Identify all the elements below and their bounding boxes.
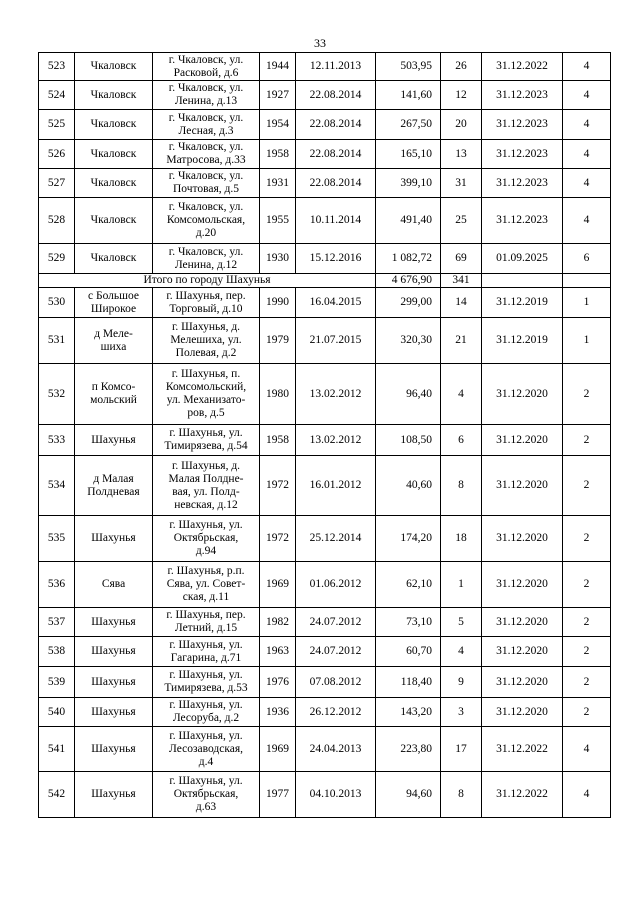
- build-year: 1972: [260, 516, 296, 562]
- address-line: Расковой, д.6: [173, 66, 239, 79]
- stage: 4: [563, 81, 611, 110]
- residents: 21: [441, 318, 482, 364]
- table-row: [39, 140, 611, 169]
- address-line: Полевая, д.2: [175, 347, 237, 359]
- table-row: [39, 727, 611, 772]
- table-body: [39, 53, 611, 818]
- recognition-date: 13.02.2012: [296, 364, 376, 425]
- residents: 6: [441, 425, 482, 456]
- table-row: [39, 244, 611, 274]
- address-line: невская, д.12: [174, 498, 238, 511]
- address: [153, 244, 260, 274]
- row-number: 533: [39, 425, 75, 456]
- table-row: [39, 198, 611, 244]
- build-year: 1972: [260, 456, 296, 516]
- locality: [75, 772, 153, 818]
- address-line: г. Чкаловск, ул.: [168, 170, 244, 182]
- residents: 9: [441, 667, 482, 698]
- total-residents: 341: [441, 274, 482, 288]
- address-line: Лесная, д.3: [178, 124, 234, 137]
- address-line: г. Чкаловск, ул.: [168, 245, 244, 258]
- address-line: г. Шахунья, д.: [171, 321, 241, 333]
- stage: 2: [563, 516, 611, 562]
- address-line: Малая Полдне-: [168, 472, 244, 485]
- stage: 2: [563, 364, 611, 425]
- recognition-date: 22.08.2014: [296, 110, 376, 140]
- address-line: Сява, ул. Совет-: [166, 578, 246, 590]
- table-row: [39, 667, 611, 698]
- recognition-date: 26.12.2012: [296, 698, 376, 727]
- locality: [75, 318, 153, 364]
- address-line: г. Шахунья, п.: [171, 368, 241, 380]
- stage: 1: [563, 288, 611, 318]
- table-row: [39, 608, 611, 637]
- locality-line: Чкаловск: [90, 147, 137, 160]
- build-year: 1969: [260, 727, 296, 772]
- table-row: [39, 637, 611, 667]
- locality: [75, 516, 153, 562]
- area: 491,40: [376, 198, 441, 244]
- recognition-date: 24.07.2012: [296, 608, 376, 637]
- recognition-date: 12.11.2013: [296, 53, 376, 81]
- stage: 4: [563, 198, 611, 244]
- stage: 2: [563, 456, 611, 516]
- locality-line: Шахунья: [91, 788, 136, 800]
- table-row: [39, 81, 611, 110]
- table-row: [39, 516, 611, 562]
- area: 223,80: [376, 727, 441, 772]
- stage: 4: [563, 169, 611, 198]
- locality-line: Чкаловск: [90, 88, 137, 101]
- recognition-date: 24.07.2012: [296, 637, 376, 667]
- address-line: г. Шахунья, ул.: [169, 699, 243, 711]
- area: 299,00: [376, 288, 441, 318]
- locality: [75, 562, 153, 608]
- address-line: г. Чкаловск, ул.: [168, 111, 244, 124]
- resettlement-deadline: 31.12.2019: [482, 288, 563, 318]
- build-year: 1990: [260, 288, 296, 318]
- locality: [75, 140, 153, 169]
- residents: 18: [441, 516, 482, 562]
- row-number: 542: [39, 772, 75, 818]
- build-year: 1976: [260, 667, 296, 698]
- residents: 13: [441, 140, 482, 169]
- locality-line: Чкаловск: [90, 252, 137, 264]
- build-year: 1963: [260, 637, 296, 667]
- row-number: 532: [39, 364, 75, 425]
- locality-line: Шахунья: [91, 705, 136, 718]
- build-year: 1977: [260, 772, 296, 818]
- recognition-date: 16.04.2015: [296, 288, 376, 318]
- address-line: ул. Механизато-: [166, 394, 246, 406]
- address: [153, 198, 260, 244]
- residents: 5: [441, 608, 482, 637]
- recognition-date: 24.04.2013: [296, 727, 376, 772]
- residents: 69: [441, 244, 482, 274]
- recognition-date: 25.12.2014: [296, 516, 376, 562]
- address-line: Лесозаводская,: [168, 742, 244, 755]
- address: [153, 140, 260, 169]
- housing-registry-table: [38, 52, 611, 818]
- address-line: Октябрьская,: [173, 788, 239, 800]
- area: 94,60: [376, 772, 441, 818]
- address: [153, 562, 260, 608]
- area: 267,50: [376, 110, 441, 140]
- address-line: Октябрьская,: [173, 532, 239, 544]
- locality-line: д Меле-: [94, 327, 133, 340]
- stage: 4: [563, 140, 611, 169]
- area: 174,20: [376, 516, 441, 562]
- stage: 1: [563, 318, 611, 364]
- locality-line: Шахунья: [91, 532, 136, 544]
- locality-line: п Комсо-: [91, 381, 136, 393]
- recognition-date: 07.08.2012: [296, 667, 376, 698]
- resettlement-deadline: 31.12.2022: [482, 53, 563, 81]
- area: 40,60: [376, 456, 441, 516]
- address-line: ская, д.11: [182, 591, 230, 603]
- residents: 1: [441, 562, 482, 608]
- address-line: Комсомольский,: [165, 381, 247, 393]
- resettlement-deadline: 31.12.2020: [482, 516, 563, 562]
- row-number: 527: [39, 169, 75, 198]
- resettlement-deadline: 31.12.2022: [482, 772, 563, 818]
- recognition-date: 16.01.2012: [296, 456, 376, 516]
- address-line: г. Шахунья, ул.: [169, 427, 243, 439]
- address: [153, 425, 260, 456]
- resettlement-deadline: 31.12.2023: [482, 198, 563, 244]
- stage: 2: [563, 637, 611, 667]
- address-line: г. Чкаловск, ул.: [168, 141, 244, 153]
- resettlement-deadline: 31.12.2023: [482, 169, 563, 198]
- locality-line: Шахунья: [91, 675, 136, 688]
- locality: [75, 667, 153, 698]
- row-number: 535: [39, 516, 75, 562]
- page-number: 33: [314, 36, 326, 50]
- address: [153, 110, 260, 140]
- table-row: [39, 110, 611, 140]
- address-line: г. Шахунья, р.п.: [167, 565, 245, 577]
- locality: [75, 425, 153, 456]
- table-row: [39, 53, 611, 81]
- resettlement-deadline: 31.12.2020: [482, 562, 563, 608]
- resettlement-deadline: 31.12.2020: [482, 456, 563, 516]
- address: [153, 81, 260, 110]
- address-line: г. Шахунья, д.: [171, 459, 241, 472]
- residents: 3: [441, 698, 482, 727]
- build-year: 1955: [260, 198, 296, 244]
- resettlement-deadline: 01.09.2025: [482, 244, 563, 274]
- locality: [75, 110, 153, 140]
- address: [153, 288, 260, 318]
- area: 399,10: [376, 169, 441, 198]
- build-year: 1954: [260, 110, 296, 140]
- residents: 8: [441, 456, 482, 516]
- address-line: Ленина, д.12: [174, 258, 238, 271]
- locality-line: Чкаловск: [90, 60, 137, 72]
- resettlement-deadline: 31.12.2023: [482, 110, 563, 140]
- residents: 31: [441, 169, 482, 198]
- address-line: г. Чкаловск, ул.: [168, 82, 244, 94]
- address: [153, 53, 260, 81]
- address-line: д.94: [195, 545, 217, 557]
- locality-line: Чкаловск: [90, 176, 137, 189]
- residents: 4: [441, 364, 482, 425]
- locality-line: Чкаловск: [90, 118, 137, 130]
- address: [153, 516, 260, 562]
- address: [153, 727, 260, 772]
- recognition-date: 15.12.2016: [296, 244, 376, 274]
- build-year: 1982: [260, 608, 296, 637]
- address-line: Гагарина, д.71: [170, 651, 242, 664]
- resettlement-deadline: 31.12.2020: [482, 637, 563, 667]
- address-line: г. Шахунья, ул.: [169, 669, 243, 681]
- locality-line: Полдневая: [87, 485, 140, 498]
- table-row: [39, 772, 611, 818]
- locality: [75, 364, 153, 425]
- build-year: 1931: [260, 169, 296, 198]
- residents: 8: [441, 772, 482, 818]
- locality: [75, 727, 153, 772]
- recognition-date: 22.08.2014: [296, 169, 376, 198]
- locality-line: Шахунья: [91, 615, 136, 628]
- address-line: Тимирязева, д.53: [164, 682, 248, 694]
- stage: 4: [563, 727, 611, 772]
- area: 60,70: [376, 637, 441, 667]
- locality-line: Чкаловск: [90, 214, 137, 226]
- locality-line: Широкое: [90, 302, 137, 315]
- resettlement-deadline: 31.12.2023: [482, 81, 563, 110]
- address-line: г. Чкаловск, ул.: [168, 201, 244, 213]
- locality: [75, 456, 153, 516]
- address-line: г. Шахунья, пер.: [166, 609, 246, 621]
- resettlement-deadline: 31.12.2022: [482, 727, 563, 772]
- residents: 26: [441, 53, 482, 81]
- address-line: г. Шахунья, пер.: [166, 289, 246, 302]
- area: 141,60: [376, 81, 441, 110]
- row-number: 534: [39, 456, 75, 516]
- residents: 25: [441, 198, 482, 244]
- build-year: 1936: [260, 698, 296, 727]
- total-empty: [563, 274, 611, 288]
- row-number: 540: [39, 698, 75, 727]
- address-line: г. Шахунья, ул.: [169, 519, 243, 531]
- row-number: 529: [39, 244, 75, 274]
- address-line: Лесоруба, д.2: [172, 712, 240, 724]
- area: 108,50: [376, 425, 441, 456]
- address: [153, 169, 260, 198]
- locality-line: Сява: [101, 578, 126, 590]
- residents: 4: [441, 637, 482, 667]
- address-line: Комсомольская,: [166, 214, 246, 226]
- locality-line: шиха: [100, 340, 127, 353]
- resettlement-deadline: 31.12.2020: [482, 364, 563, 425]
- locality: [75, 637, 153, 667]
- residents: 14: [441, 288, 482, 318]
- build-year: 1958: [260, 140, 296, 169]
- total-empty: [482, 274, 563, 288]
- locality: [75, 244, 153, 274]
- area: 1 082,72: [376, 244, 441, 274]
- resettlement-deadline: 31.12.2020: [482, 667, 563, 698]
- address: [153, 364, 260, 425]
- area: 73,10: [376, 608, 441, 637]
- build-year: 1944: [260, 53, 296, 81]
- resettlement-deadline: 31.12.2020: [482, 608, 563, 637]
- build-year: 1930: [260, 244, 296, 274]
- address: [153, 456, 260, 516]
- stage: 4: [563, 772, 611, 818]
- locality-line: мольский: [90, 394, 137, 406]
- locality: [75, 608, 153, 637]
- table-row: [39, 169, 611, 198]
- locality-line: Шахунья: [91, 433, 136, 446]
- recognition-date: 01.06.2012: [296, 562, 376, 608]
- row-number: 528: [39, 198, 75, 244]
- recognition-date: 21.07.2015: [296, 318, 376, 364]
- locality-line: д Малая: [93, 472, 134, 485]
- locality: [75, 288, 153, 318]
- row-number: 537: [39, 608, 75, 637]
- locality-line: с Большое: [87, 289, 139, 302]
- row-number: 531: [39, 318, 75, 364]
- table-row: [39, 288, 611, 318]
- residents: 20: [441, 110, 482, 140]
- stage: 4: [563, 53, 611, 81]
- address-line: Ленина, д.13: [174, 95, 238, 107]
- locality: [75, 81, 153, 110]
- stage: 6: [563, 244, 611, 274]
- build-year: 1958: [260, 425, 296, 456]
- locality: [75, 698, 153, 727]
- row-number: 525: [39, 110, 75, 140]
- recognition-date: 04.10.2013: [296, 772, 376, 818]
- address: [153, 698, 260, 727]
- row-number: 526: [39, 140, 75, 169]
- area: 503,95: [376, 53, 441, 81]
- address-line: ров, д.5: [187, 407, 225, 419]
- residents: 12: [441, 81, 482, 110]
- locality-line: Шахунья: [91, 645, 136, 657]
- stage: 2: [563, 698, 611, 727]
- recognition-date: 22.08.2014: [296, 81, 376, 110]
- row-number: 530: [39, 288, 75, 318]
- table-row: [39, 456, 611, 516]
- address-line: д.4: [198, 755, 214, 768]
- build-year: 1980: [260, 364, 296, 425]
- area: 165,10: [376, 140, 441, 169]
- stage: 2: [563, 608, 611, 637]
- address-line: г. Шахунья, ул.: [169, 638, 243, 651]
- build-year: 1927: [260, 81, 296, 110]
- address-line: Почтовая, д.5: [172, 183, 240, 195]
- resettlement-deadline: 31.12.2020: [482, 698, 563, 727]
- area: 118,40: [376, 667, 441, 698]
- area: 320,30: [376, 318, 441, 364]
- locality: [75, 53, 153, 81]
- address-line: д.20: [195, 227, 217, 239]
- table-row: [39, 318, 611, 364]
- address: [153, 667, 260, 698]
- address: [153, 772, 260, 818]
- build-year: 1979: [260, 318, 296, 364]
- total-label: Итого по городу Шахунья: [39, 274, 376, 288]
- row-number: 536: [39, 562, 75, 608]
- table-row: [39, 698, 611, 727]
- stage: 2: [563, 562, 611, 608]
- locality: [75, 198, 153, 244]
- build-year: 1969: [260, 562, 296, 608]
- row-number: 538: [39, 637, 75, 667]
- row-number: 539: [39, 667, 75, 698]
- address-line: Торговый, д.10: [169, 302, 243, 315]
- total-area: 4 676,90: [376, 274, 441, 288]
- area: 96,40: [376, 364, 441, 425]
- locality-line: Шахунья: [91, 742, 136, 755]
- address-line: г. Чкаловск, ул.: [168, 53, 244, 66]
- area: 143,20: [376, 698, 441, 727]
- total-row: [39, 274, 611, 288]
- resettlement-deadline: 31.12.2020: [482, 425, 563, 456]
- address: [153, 318, 260, 364]
- address-line: Мелешиха, ул.: [170, 334, 242, 346]
- recognition-date: 13.02.2012: [296, 425, 376, 456]
- area: 62,10: [376, 562, 441, 608]
- row-number: 523: [39, 53, 75, 81]
- row-number: 541: [39, 727, 75, 772]
- table-row: [39, 562, 611, 608]
- resettlement-deadline: 31.12.2023: [482, 140, 563, 169]
- table-row: [39, 425, 611, 456]
- recognition-date: 22.08.2014: [296, 140, 376, 169]
- address-line: г. Шахунья, ул.: [169, 729, 243, 742]
- recognition-date: 10.11.2014: [296, 198, 376, 244]
- stage: 2: [563, 667, 611, 698]
- address-line: Матросова, д.33: [166, 154, 246, 166]
- locality: [75, 169, 153, 198]
- address: [153, 637, 260, 667]
- table-row: [39, 364, 611, 425]
- address-line: д.63: [195, 801, 217, 813]
- address: [153, 608, 260, 637]
- address-line: г. Шахунья, ул.: [169, 775, 243, 787]
- residents: 17: [441, 727, 482, 772]
- address-line: вая, ул. Полд-: [172, 485, 240, 498]
- address-line: Летний, д.15: [174, 622, 238, 634]
- row-number: 524: [39, 81, 75, 110]
- stage: 4: [563, 110, 611, 140]
- stage: 2: [563, 425, 611, 456]
- resettlement-deadline: 31.12.2019: [482, 318, 563, 364]
- address-line: Тимирязева, д.54: [164, 440, 248, 452]
